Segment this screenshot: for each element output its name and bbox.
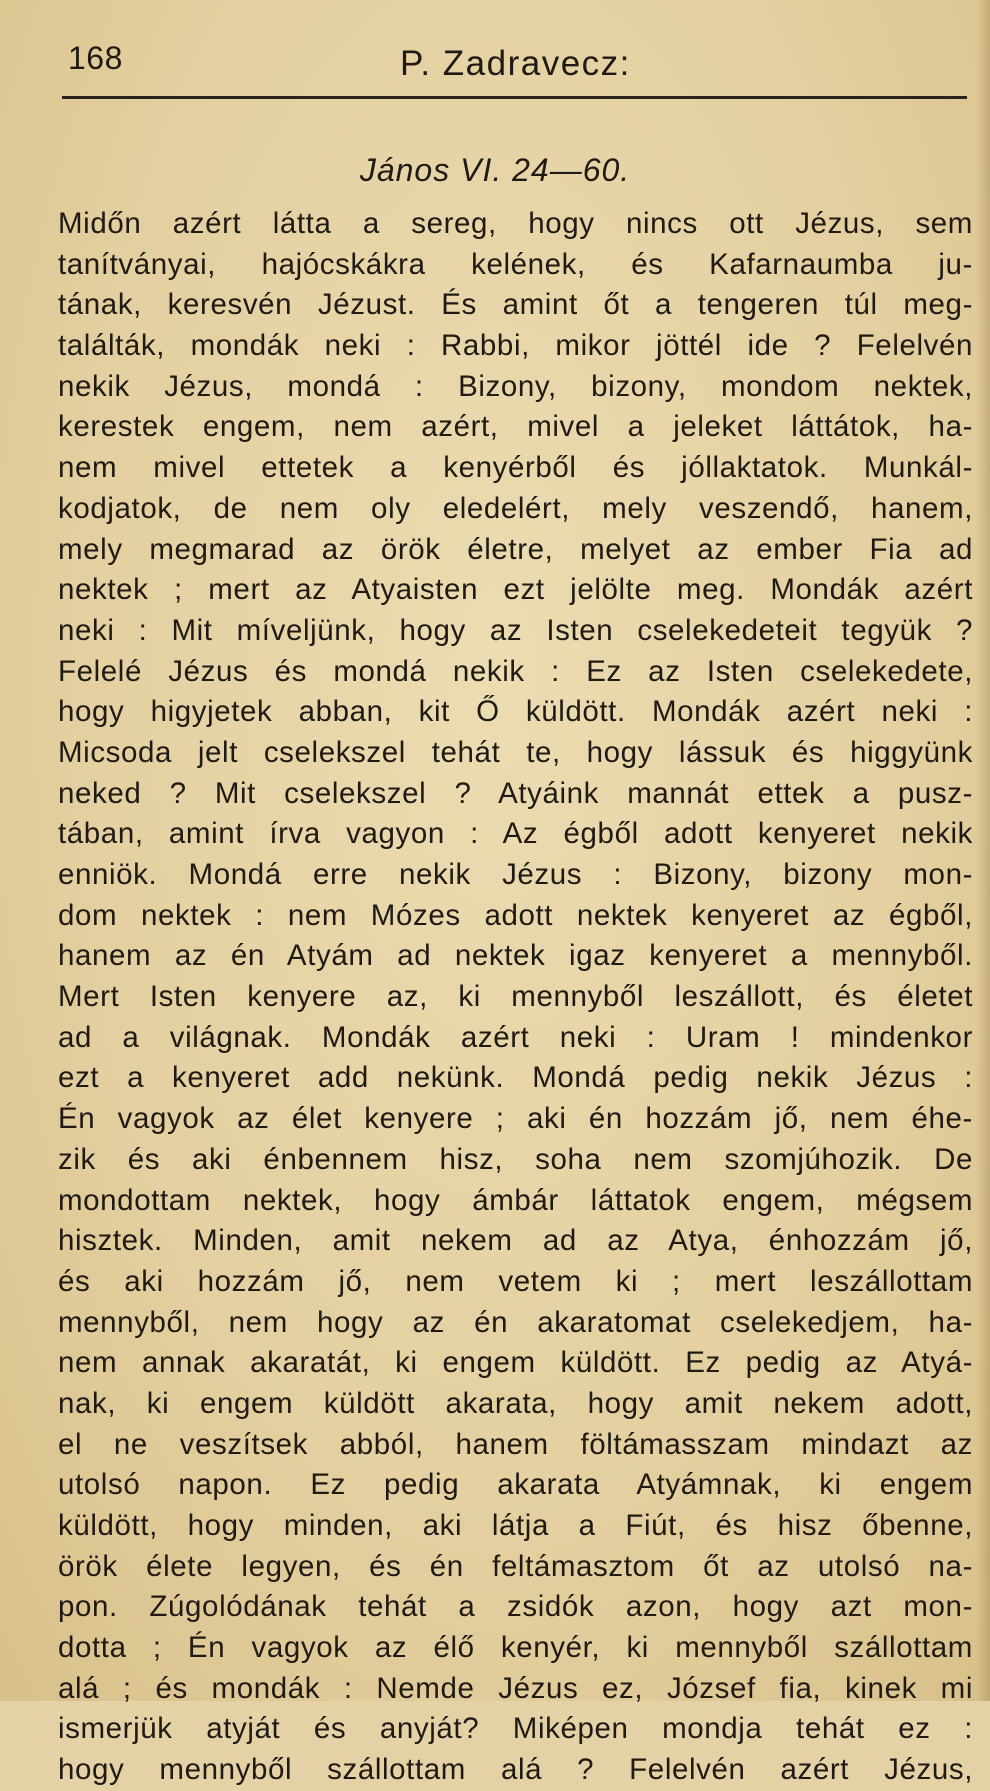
text-line: nem mivel ettetek a kenyérből és jóllaktatok. Munkál- <box>58 451 973 485</box>
text-line: tának, keresvén Jézust. És amint őt a tengeren túl meg- <box>58 288 973 322</box>
text-line: kerestek engem, nem azért, mivel a jeleket láttátok, ha- <box>58 410 973 444</box>
text-line: nektek ; mert az Atyaisten ezt jelölte meg. Mondák azért <box>58 573 973 607</box>
text-line: örök élete legyen, és én feltámasztom őt az utolsó na- <box>58 1549 973 1583</box>
text-line: hogy mennyből szállottam alá ? Felelvén azért Jézus, <box>58 1753 973 1787</box>
text-line: mely megmarad az örök életre, melyet az ember Fia ad <box>58 532 973 566</box>
text-line: mondottam nektek, hogy ámbár láttatok engem, mégsem <box>58 1183 973 1217</box>
text-line: kodjatok, de nem oly eledelért, mely veszendő, hanem, <box>58 491 973 525</box>
header-rule <box>62 96 967 99</box>
text-line: küldött, hogy minden, aki látja a Fiút, és hisz őbenne, <box>58 1509 973 1542</box>
text-line: dom nektek : nem Mózes adott nektek kenyeret az égből, <box>58 898 973 932</box>
text-line: nem annak akaratát, ki engem küldött. Ez pedig az Atyá- <box>58 1346 973 1380</box>
text-line: nak, ki engem küldött akarata, hogy amit nekem adott, <box>58 1386 973 1420</box>
text-line: zik és aki énbennem hisz, soha nem szomjúhozik. De <box>58 1142 973 1176</box>
text-line: enniök. Mondá erre nekik Jézus : Bizony, bizony mon- <box>58 858 973 891</box>
text-line: ad a világnak. Mondák azért neki : Uram ! mindenkor <box>58 1020 973 1054</box>
text-line: hisztek. Minden, amit nekem ad az Atya, énhozzám jő, <box>58 1224 973 1258</box>
body-text <box>58 204 973 1791</box>
text-line: ezt a kenyeret add nekünk. Mondá pedig nekik Jézus : <box>58 1061 973 1095</box>
running-head: P. Zadravecz: <box>400 44 631 83</box>
text-line: neked ? Mit cselekszel ? Atyáink mannát ettek a pusz- <box>58 776 973 810</box>
text-line: hanem az én Atyám ad nektek igaz kenyeret a mennyből. <box>58 939 973 973</box>
text-line: nekik Jézus, mondá : Bizony, bizony, mondom nektek, <box>58 369 973 403</box>
text-line: mennyből, nem hogy az én akaratomat cselekedjem, ha- <box>58 1305 973 1339</box>
text-line: és aki hozzám jő, nem vetem ki ; mert leszállottam <box>58 1264 973 1298</box>
text-line: találták, mondák neki : Rabbi, mikor jöttél ide ? Felelvén <box>58 329 973 363</box>
text-line: utolsó napon. Ez pedig akarata Atyámnak, ki engem <box>58 1468 973 1502</box>
text-line: alá ; és mondák : Nemde Jézus ez, József fia, kinek mi <box>58 1671 973 1705</box>
text-line: Felelé Jézus és mondá nekik : Ez az Isten cselekedete, <box>58 654 973 688</box>
text-line: tanítványai, hajócskákra kelének, és Kafarnaumba ju- <box>58 247 973 281</box>
page-edge-shadow <box>976 0 990 1701</box>
section-title: János VI. 24—60. <box>359 152 631 188</box>
text-line: Mert Isten kenyere az, ki mennyből leszállott, és életet <box>58 980 973 1014</box>
text-line: neki : Mit míveljünk, hogy az Isten cselekedeteit tegyük ? <box>58 613 973 647</box>
page-number: 168 <box>68 40 123 76</box>
text-line: el ne veszítsek abból, hanem föltámasszam mindazt az <box>58 1427 973 1461</box>
text-line: dotta ; Én vagyok az élő kenyér, ki mennyből szállottam <box>58 1631 973 1665</box>
text-line: ismerjük atyját és anyját? Miképen mondja tehát ez : <box>58 1712 973 1746</box>
text-line: Midőn azért látta a sereg, hogy nincs ott Jézus, sem <box>58 207 973 240</box>
text-line: Én vagyok az élet kenyere ; aki én hozzám jő, nem éhe- <box>58 1102 973 1136</box>
text-line: hogy higyjetek abban, kit Ő küldött. Mondák azért neki : <box>58 695 973 729</box>
text-line: pon. Zúgolódának tehát a zsidók azon, hogy azt mon- <box>58 1590 973 1624</box>
text-line: tában, amint írva vagyon : Az égből adott kenyeret nekik <box>58 817 973 851</box>
text-line: Micsoda jelt cselekszel tehát te, hogy lássuk és higgyünk <box>58 735 973 769</box>
